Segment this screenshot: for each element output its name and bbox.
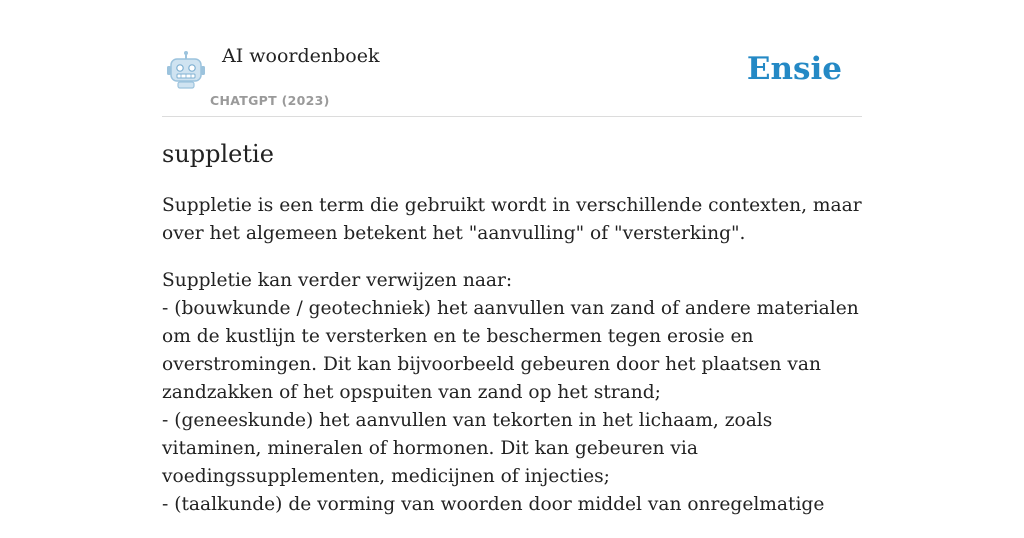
page — [162, 0, 862, 515]
definition-paragraph: Suppletie is een term die gebruikt wordt in verschillende contexten, maar over het algemeen betekent het "aanvulling" of "versterking". — [162, 195, 862, 244]
source-title: AI woordenboek — [222, 45, 380, 67]
list-item: - (bouwkunde / geotechniek) het aanvullen van zand of andere materialen om de kustlijn te versterken en te beschermen tegen erosie en overstromingen. Dit kan bijvoorbeeld gebeuren door het plaatsen van zandzakken of het opspuiten van zand op het strand; — [162, 298, 859, 403]
brand-logo[interactable]: Ensie — [746, 51, 842, 87]
list-item: - (geneeskunde) het aanvullen van tekorten in het lichaam, zoals vitaminen, mineralen of hormonen. Dit kan gebeuren via voedingssupplementen, medicijnen of injecties; — [162, 410, 773, 487]
list-item: - (taalkunde) de vorming van woorden door middel van onregelmatige — [162, 494, 825, 515]
entry-term: suppletie — [162, 140, 274, 168]
source-header — [162, 0, 862, 117]
definition-list — [162, 267, 862, 519]
list-intro: Suppletie kan verder verwijzen naar: — [162, 270, 513, 291]
robot-icon — [166, 50, 206, 90]
source-subtitle: CHATGPT (2023) — [210, 93, 330, 108]
entry-definition — [162, 192, 862, 538]
